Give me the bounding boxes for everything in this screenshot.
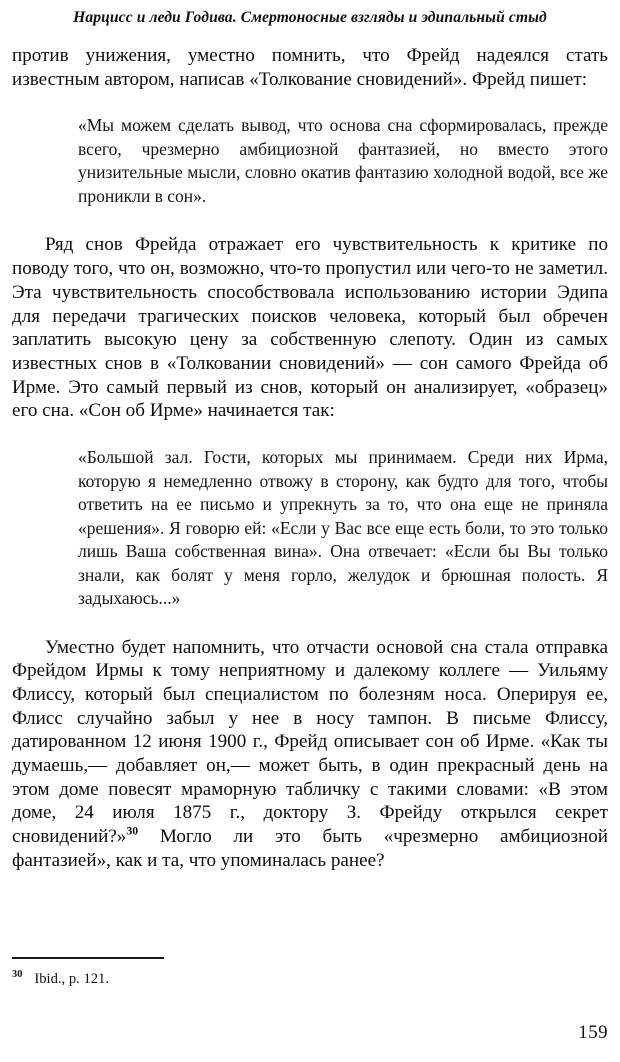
footnote-separator-rule [12,957,164,959]
body-paragraph-2: Ряд снов Фрейда отражает его чувствительность к критике по поводу того, что он, возможно, что-то пропустил или чего-то не заметил. Эта чувствительность способствовала использованию истории Эдипа для передачи трагических поисков человека, который был обречен заплатить высокую цену за собственную слепоту. Один из самых известных снов в «Толковании сновидений» — сон самого Фрейда об Ирме. Это самый первый из снов, который он анализирует, «образец» его сна. «Сон об Ирме» начинается так: [12,234,608,422]
spacer [12,91,608,114]
page-number: 159 [578,1022,608,1043]
footnote-marker-30[interactable]: 30 [126,823,139,838]
spacer [12,208,608,233]
footnote-text: Ibid., p. 121. [34,971,109,987]
blockquote-2: «Большой зал. Гости, которых мы принимаем. Среди них Ирма, которую я немедленно отвожу в сторону, как будто для того, чтобы ответить на ее письмо и упрекнуть за то, что она еще не приняла «решения». Я говорю ей: «Если у Вас все еще есть боли, то это только лишь Ваша собственная вина». Она отвечает: «Если бы Вы только знали, как болят у меня горло, желудок и брюшная полость. Я задыхаюсь...» [78,447,608,609]
spacer [12,611,608,636]
body-paragraph-3-text-after-footnote: Могло ли это быть «чрезмерно амбициозной фантазией», как и та, что упоминалась ранее? [12,826,608,871]
body-paragraph-3 [12,636,608,873]
body-paragraph-1: против унижения, уместно помнить, что Фрейд надеялся стать известным автором, написав «Толкование сновидений». Фрейд пишет: [12,45,608,90]
spacer [12,423,608,446]
body-paragraph-3-text-before-footnote: Уместно будет напомнить, что отчасти основой сна стала отправка Фрейдом Ирмы к тому неприятному и далекому коллеге — Уильяму Флиссу, который был специалистом по болезням носа. Оперируя ее, Флисс случайно забыл у нее в носу тампон. В письме Флиссу, датированном 12 июня 1900 г., Фрейд описывает сон об Ирме. «Как ты думаешь,— добавляет он,— может быть, в один прекрасный день на этом доме повесят мраморную табличку с такими словами: «В этом доме, 24 июля 1875 г., доктору З. Фрейду открылся секрет сновидений?» [12,636,608,848]
footnote-area [12,957,608,988]
running-header: Нарцисс и леди Годива. Смертоносные взгляды и эдипальный стыд [73,9,547,26]
blockquote-1: «Мы можем сделать вывод, что основа сна сформировалась, прежде всего, чрезмерно амбициозной фантазией, но вместо этого унизительные мысли, словно окатив фантазию холодной водой, все же проникли в сон». [78,115,608,206]
footnote-number: 30 [12,969,23,981]
footnote-entry [12,966,608,988]
text-column [12,44,608,873]
